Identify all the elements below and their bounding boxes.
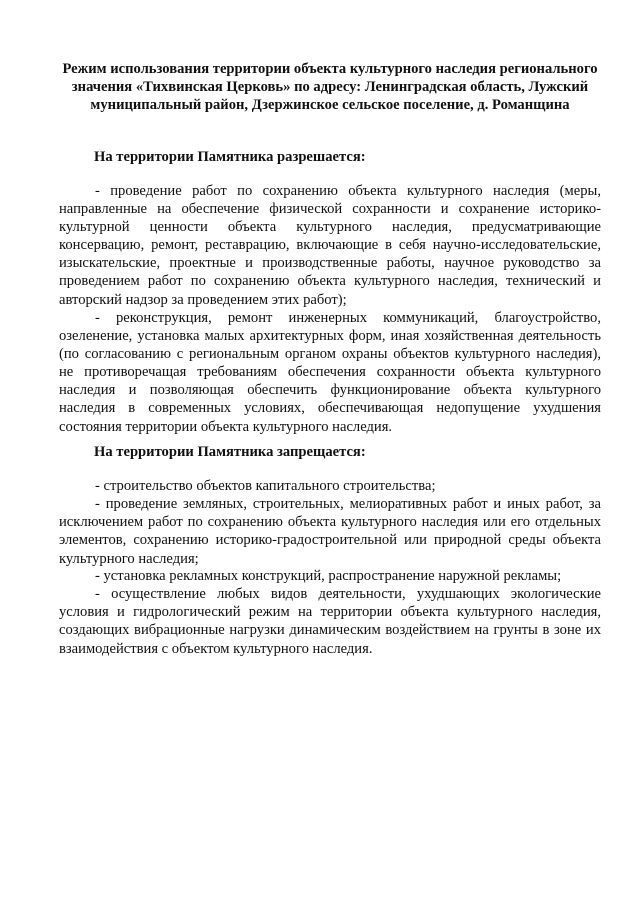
forbidden-item: - осуществление любых видов деятельности, ухудшающих экологические условия и гидрологический режим на территории объекта культурного наследия, создающих вибрационные нагрузки динамическим воздействием на грунты в зоне их взаимодействия с объектом культурного наследия. [59,586,601,657]
forbidden-item: - проведение земляных, строительных, мелиоративных работ и иных работ, за исключением работ по сохранению объекта культурного наследия или его отдельных элементов, сохранению историко-градостроительной или природной среды объекта культурного наследия; [59,496,601,567]
forbidden-heading: На территории Памятника запрещается: [94,444,366,460]
allowed-heading: На территории Памятника разрешается: [94,149,366,165]
forbidden-item: - строительство объектов капитального строительства; [95,478,436,494]
allowed-item: - проведение работ по сохранению объекта культурного наследия (меры, направленные на обеспечение физической сохранности и сохранение историко-культурной ценности объекта культурного наследия, предусматривающие консервацию, ремонт, реставрацию, включающие в себя научно-исследовательские, изыскательские, проектные и производственные работы, научное руководство за проведением работ по сохранению объекта культурного наследия, технический и авторский надзор за проведением этих работ); [59,183,601,308]
allowed-item: - реконструкция, ремонт инженерных коммуникаций, благоустройство, озеленение, установка малых архитектурных форм, иная хозяйственная деятельность (по согласованию с региональным органом охраны объектов культурного наследия), не противоречащая требованиям обеспечения сохранности объекта культурного наследия и позволяющая обеспечить функционирование объекта культурного наследия в современных условиях, обеспечивающая недопущение ухудшения состояния территории объекта культурного наследия. [59,310,601,435]
document-title: Режим использования территории объекта культурного наследия регионального значения «Тихвинская Церковь» по адресу: Ленинградская область, Лужский муниципальный район, Дзержинское сельское поселение, д. Романщина [62,61,598,113]
forbidden-item: - установка рекламных конструкций, распространение наружной рекламы; [95,568,562,584]
